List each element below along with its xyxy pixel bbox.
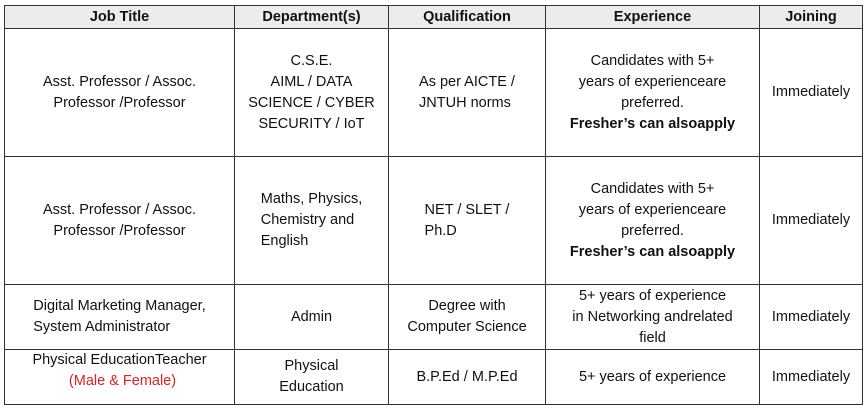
department-cell — [235, 157, 389, 285]
job-title-line: Asst. Professor / Assoc. — [42, 201, 197, 218]
job-title-cell — [5, 157, 235, 285]
experience-cell — [546, 285, 760, 350]
department-line: C.S.E. — [290, 52, 333, 69]
joining-cell: Immediately — [760, 285, 863, 350]
department-line: AIML / DATA — [270, 73, 353, 90]
qualification-line: NET / SLET / — [424, 201, 510, 218]
jobs-table-container — [4, 5, 863, 405]
table-row — [5, 29, 863, 157]
fresher-note: Fresher’s can alsoapply — [569, 243, 736, 260]
joining-cell: Immediately — [760, 157, 863, 285]
department-line: SECURITY / IoT — [258, 115, 365, 132]
department-line: English — [260, 233, 309, 249]
job-title-line: Physical EducationTeacher — [32, 352, 207, 368]
header-job-title: Job Title — [5, 6, 235, 29]
qualification-line: B.P.Ed / M.P.Ed — [416, 368, 518, 385]
experience-cell — [546, 350, 760, 405]
joining-cell: Immediately — [760, 29, 863, 157]
department-line: Education — [279, 379, 344, 395]
department-cell — [235, 350, 389, 405]
job-title-cell — [5, 285, 235, 350]
job-title-cell — [5, 29, 235, 157]
department-line: Maths, Physics, — [260, 191, 363, 207]
department-cell — [235, 285, 389, 350]
table-row — [5, 285, 863, 350]
department-line: Chemistry and — [260, 212, 355, 228]
qualification-cell — [389, 29, 546, 157]
job-title-line: Professor /Professor — [53, 222, 186, 239]
experience-line: preferred. — [621, 94, 684, 111]
department-line: Physical — [284, 358, 339, 374]
experience-cell — [546, 157, 760, 285]
header-qualification: Qualification — [389, 6, 546, 29]
experience-line: years of experienceare — [578, 73, 727, 90]
qualification-cell — [389, 157, 546, 285]
job-title-line: Asst. Professor / Assoc. — [42, 73, 197, 90]
qualification-line: JNTUH norms — [419, 94, 511, 111]
job-title-cell — [5, 350, 235, 405]
qualification-cell — [389, 350, 546, 405]
table-row — [5, 350, 863, 405]
qualification-cell — [389, 285, 546, 350]
joining-cell: Immediately — [760, 350, 863, 405]
experience-line: years of experienceare — [578, 201, 727, 218]
experience-line: field — [639, 329, 666, 346]
gender-note: (Male & Female) — [68, 373, 177, 389]
job-title-line: System Administrator — [33, 319, 171, 335]
department-line: SCIENCE / CYBER — [248, 94, 375, 111]
experience-line: Candidates with 5+ — [590, 52, 715, 69]
qualification-line: As per AICTE / — [419, 73, 515, 90]
experience-cell — [546, 29, 760, 157]
qualification-line: Degree with — [428, 298, 506, 314]
header-experience: Experience — [546, 6, 760, 29]
fresher-note: Fresher’s can alsoapply — [569, 115, 736, 132]
header-department: Department(s) — [235, 6, 389, 29]
experience-line: preferred. — [621, 222, 684, 239]
experience-line: Candidates with 5+ — [590, 180, 715, 197]
job-title-line: Digital Marketing Manager, — [33, 298, 206, 314]
department-cell — [235, 29, 389, 157]
table-row — [5, 157, 863, 285]
qualification-line: Ph.D — [424, 222, 457, 239]
department-line: Admin — [290, 308, 333, 325]
experience-line: in Networking andrelated — [572, 308, 733, 325]
job-openings-table — [4, 5, 863, 405]
header-joining: Joining — [760, 6, 863, 29]
qualification-line: Computer Science — [407, 319, 527, 335]
job-title-line: Professor /Professor — [53, 94, 186, 111]
experience-line: 5+ years of experience — [578, 287, 727, 304]
experience-line: 5+ years of experience — [578, 368, 727, 385]
table-header-row — [5, 6, 863, 29]
